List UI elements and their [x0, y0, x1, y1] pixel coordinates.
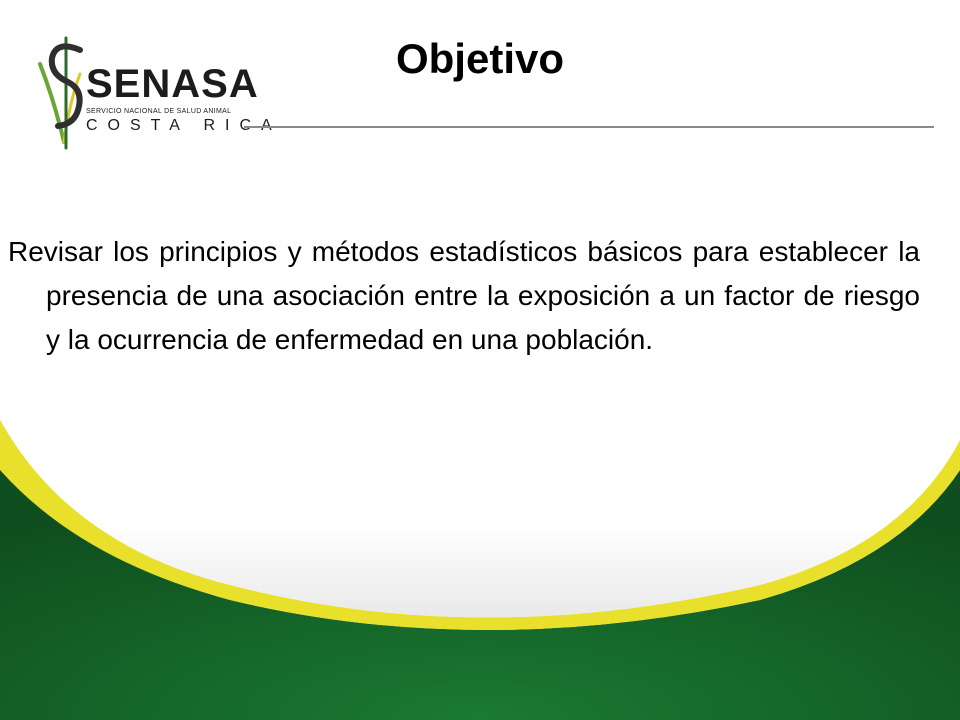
- logo-wordmark: SENASA: [86, 62, 259, 106]
- logo-country: COSTA RICA: [86, 117, 282, 134]
- title-divider: [244, 126, 934, 128]
- slide-body-text: Revisar los principios y métodos estadísticos básicos para establecer la presencia de una asociación entre la exposición a un factor de riesgo y la ocurrencia de enfermedad en una población.: [8, 236, 920, 355]
- senasa-logo: [36, 30, 282, 155]
- slide-title: Objetivo: [395, 35, 565, 82]
- logo-subtitle: SERVICIO NACIONAL DE SALUD ANIMAL: [86, 108, 232, 115]
